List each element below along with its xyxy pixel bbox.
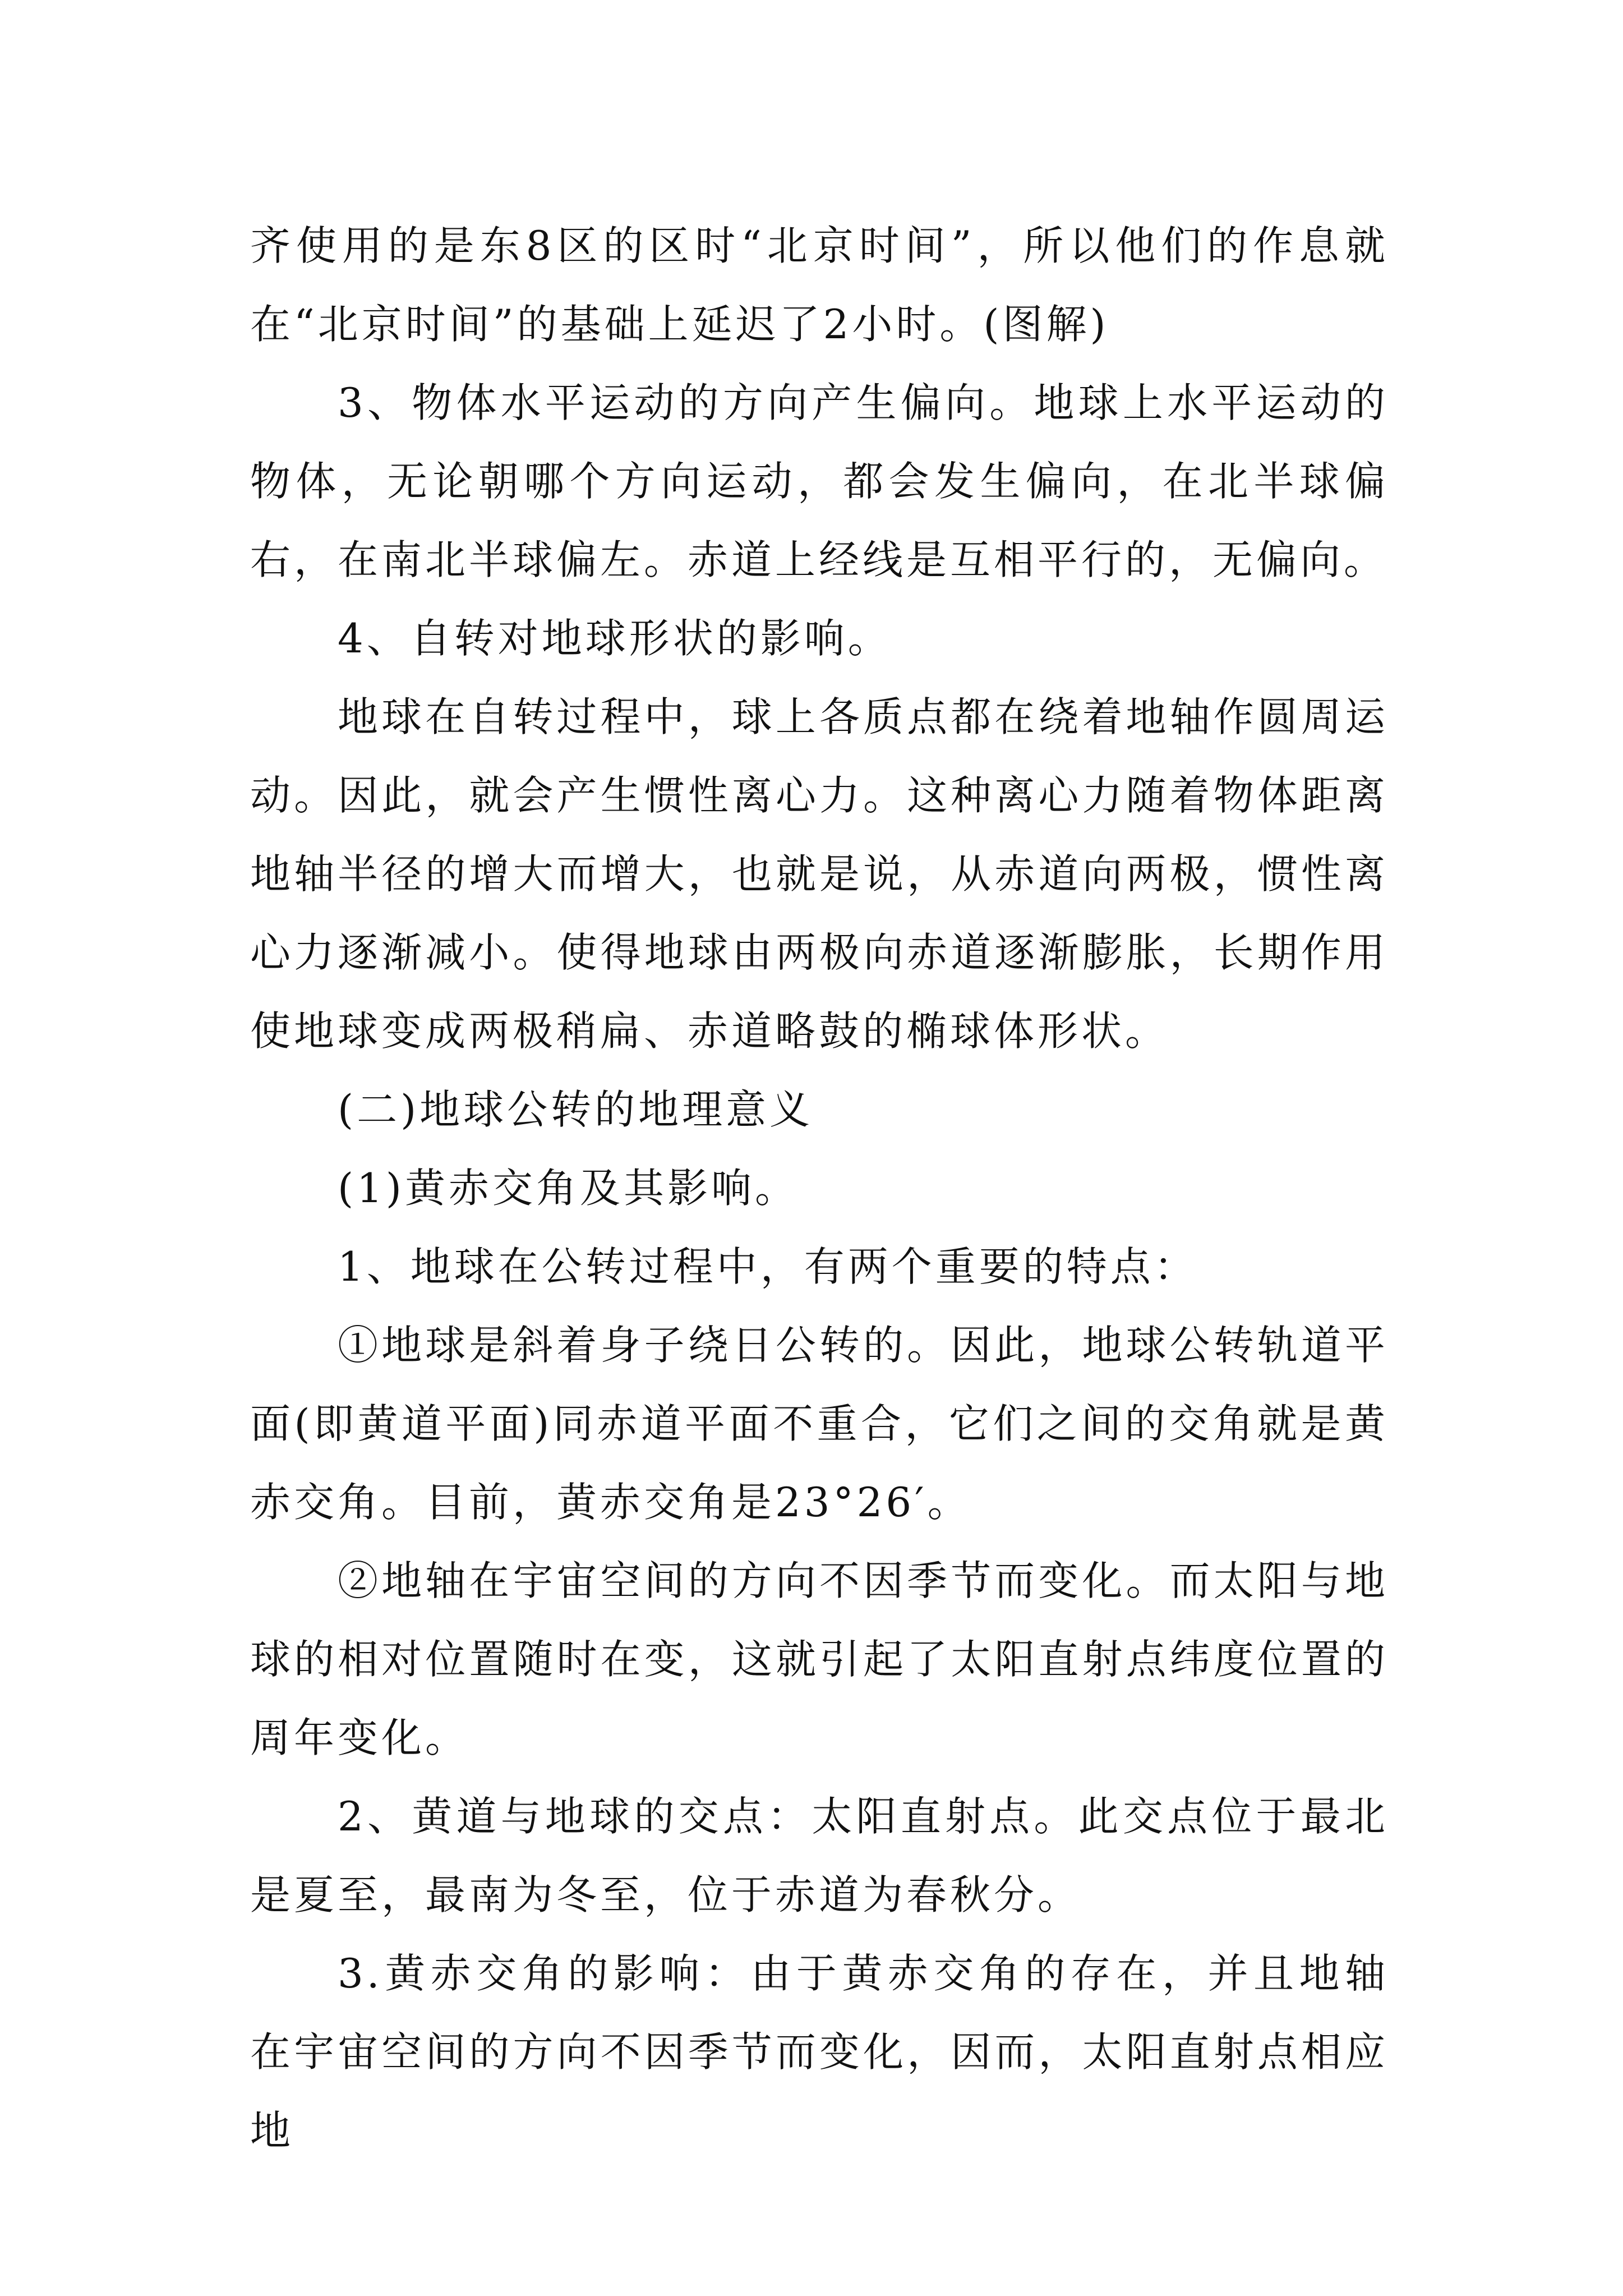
paragraph-centrifugal-force: 地球在自转过程中，球上各质点都在绕着地轴作圆周运动。因此，就会产生惯性离心力。这种离心力随着物体距离地轴半径的增大而增大，也就是说，从赤道向两极，惯性离心力逐渐减小。使得地球由两极向赤道逐渐膨胀，长期作用使地球变成两极稍扁、赤道略鼓的椭球体形状。 — [250, 693, 1389, 1055]
paragraph-obliquity-effect: 3.黄赤交角的影响：由于黄赤交角的存在，并且地轴在宇宙空间的方向不因季节而变化，因而，太阳直射点相应地 — [250, 1950, 1389, 2154]
paragraph-two-features: 1、地球在公转过程中，有两个重要的特点： — [338, 1243, 1198, 1290]
paragraph-deflection: 3、物体水平运动的方向产生偏向。地球上水平运动的物体，无论朝哪个方向运动，都会发生偏向，在北半球偏右，在南北半球偏左。赤道上经线是互相平行的，无偏向。 — [250, 379, 1389, 583]
document-body — [250, 206, 1389, 2170]
paragraph-feature-two: ②地轴在宇宙空间的方向不因季节而变化。而太阳与地球的相对位置随时在变，这就引起了太阳直射点纬度位置的周年变化。 — [250, 1557, 1389, 1761]
subsection-heading-obliquity: (1)黄赤交角及其影响。 — [338, 1165, 799, 1212]
paragraph-heading-rotation-shape: 4、自转对地球形状的影响。 — [338, 615, 892, 662]
section-heading-revolution: (二)地球公转的地理意义 — [338, 1086, 814, 1133]
paragraph-continuation: 齐使用的是东8区的区时“北京时间”，所以他们的作息就在“北京时间”的基础上延迟了2小时。(图解) — [250, 222, 1389, 348]
paragraph-subsolar-point: 2、黄道与地球的交点：太阳直射点。此交点位于最北是夏至，最南为冬至，位于赤道为春秋分。 — [250, 1793, 1389, 1918]
paragraph-feature-one: ①地球是斜着身子绕日公转的。因此，地球公转轨道平面(即黄道平面)同赤道平面不重合，它们之间的交角就是黄赤交角。目前，黄赤交角是23°26′。 — [250, 1322, 1389, 1526]
